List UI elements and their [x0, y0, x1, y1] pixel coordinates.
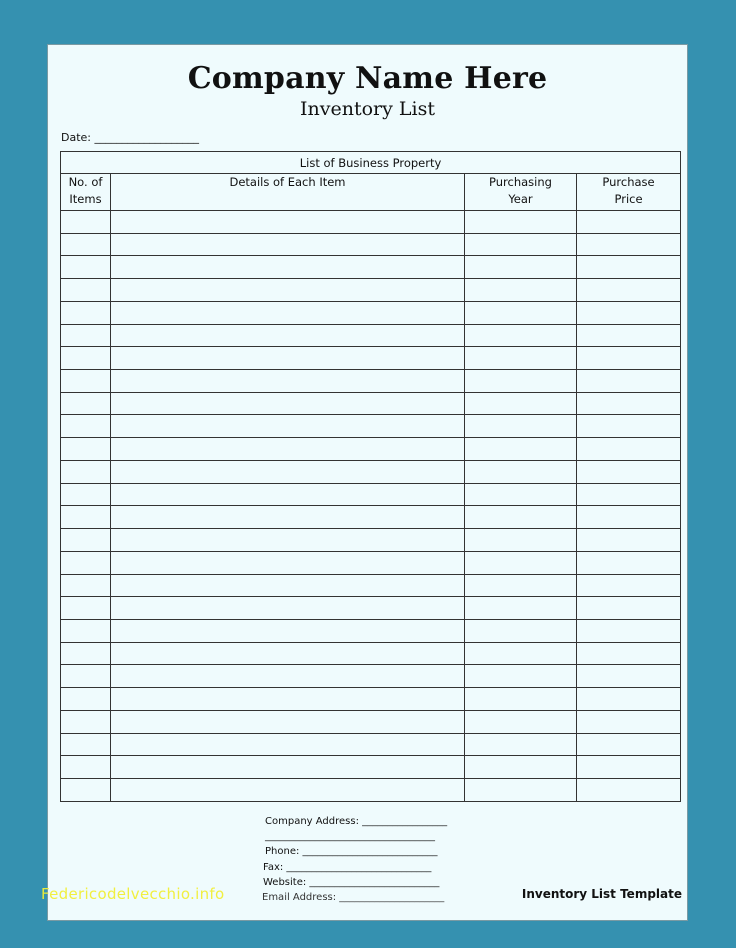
cell-details[interactable]	[111, 483, 465, 506]
cell-no-items[interactable]	[61, 347, 111, 370]
cell-purchase-price[interactable]	[577, 370, 681, 393]
cell-no-items[interactable]	[61, 233, 111, 256]
cell-purchase-price[interactable]	[577, 233, 681, 256]
company-contact-block	[262, 814, 447, 905]
table-row	[61, 642, 681, 665]
cell-purchasing-year[interactable]	[465, 597, 577, 620]
column-header-no-items-line2: Items	[69, 192, 102, 206]
table-row	[61, 778, 681, 801]
cell-no-items[interactable]	[61, 279, 111, 302]
cell-purchasing-year[interactable]	[465, 778, 577, 801]
inventory-table	[60, 151, 681, 802]
cell-purchase-price[interactable]	[577, 460, 681, 483]
cell-purchasing-year[interactable]	[465, 279, 577, 302]
cell-purchase-price[interactable]	[577, 733, 681, 756]
table-row	[61, 324, 681, 347]
cell-purchasing-year[interactable]	[465, 483, 577, 506]
cell-details[interactable]	[111, 733, 465, 756]
table-row	[61, 233, 681, 256]
cell-no-items[interactable]	[61, 415, 111, 438]
table-row	[61, 211, 681, 234]
cell-purchasing-year[interactable]	[465, 665, 577, 688]
cell-details[interactable]	[111, 597, 465, 620]
cell-no-items[interactable]	[61, 211, 111, 234]
table-row	[61, 688, 681, 711]
cell-details[interactable]	[111, 574, 465, 597]
table-row	[61, 370, 681, 393]
cell-no-items[interactable]	[61, 756, 111, 779]
cell-purchasing-year[interactable]	[465, 301, 577, 324]
cell-purchase-price[interactable]	[577, 256, 681, 279]
cell-details[interactable]	[111, 551, 465, 574]
company-address-line: __________________________________	[265, 831, 435, 843]
cell-no-items[interactable]	[61, 619, 111, 642]
column-header-purchase-price-line1: Purchase	[602, 175, 655, 189]
cell-details[interactable]	[111, 506, 465, 529]
column-header-purchasing-year-line1: Purchasing	[489, 175, 552, 189]
cell-purchasing-year[interactable]	[465, 460, 577, 483]
cell-details[interactable]	[111, 211, 465, 234]
table-row	[61, 506, 681, 529]
cell-purchasing-year[interactable]	[465, 438, 577, 461]
table-row	[61, 733, 681, 756]
cell-purchasing-year[interactable]	[465, 324, 577, 347]
email-field: Email Address: _____________________	[262, 892, 445, 904]
cell-details[interactable]	[111, 460, 465, 483]
table-row	[61, 665, 681, 688]
cell-purchase-price[interactable]	[577, 597, 681, 620]
table-row	[61, 415, 681, 438]
column-header-purchase-price-line2: Price	[614, 192, 643, 206]
cell-details[interactable]	[111, 370, 465, 393]
cell-no-items[interactable]	[61, 597, 111, 620]
cell-no-items[interactable]	[61, 710, 111, 733]
column-header-purchase-price	[577, 174, 681, 211]
table-row	[61, 392, 681, 415]
cell-no-items[interactable]	[61, 574, 111, 597]
cell-no-items[interactable]	[61, 529, 111, 552]
table-row	[61, 619, 681, 642]
table-row	[61, 710, 681, 733]
cell-details[interactable]	[111, 756, 465, 779]
cell-purchasing-year[interactable]	[465, 233, 577, 256]
cell-purchase-price[interactable]	[577, 279, 681, 302]
cell-details[interactable]	[111, 347, 465, 370]
cell-details[interactable]	[111, 392, 465, 415]
table-row	[61, 347, 681, 370]
table-row	[61, 483, 681, 506]
cell-details[interactable]	[111, 438, 465, 461]
cell-no-items[interactable]	[61, 483, 111, 506]
cell-purchasing-year[interactable]	[465, 733, 577, 756]
website-field: Website: __________________________	[263, 876, 440, 888]
cell-purchase-price[interactable]	[577, 301, 681, 324]
cell-no-items[interactable]	[61, 438, 111, 461]
phone-field: Phone: ___________________________	[265, 846, 438, 858]
cell-purchase-price[interactable]	[577, 665, 681, 688]
cell-details[interactable]	[111, 710, 465, 733]
column-header-purchasing-year-line2: Year	[508, 192, 533, 206]
table-row	[61, 438, 681, 461]
cell-purchase-price[interactable]	[577, 688, 681, 711]
cell-no-items[interactable]	[61, 324, 111, 347]
inventory-form-page	[47, 44, 688, 921]
table-row	[61, 460, 681, 483]
cell-purchase-price[interactable]	[577, 551, 681, 574]
cell-purchase-price[interactable]	[577, 756, 681, 779]
cell-no-items[interactable]	[61, 506, 111, 529]
cell-purchasing-year[interactable]	[465, 710, 577, 733]
cell-details[interactable]	[111, 279, 465, 302]
date-field: Date: ___________________	[61, 131, 199, 144]
table-row	[61, 301, 681, 324]
cell-purchase-price[interactable]	[577, 619, 681, 642]
cell-purchase-price[interactable]	[577, 415, 681, 438]
cell-purchasing-year[interactable]	[465, 529, 577, 552]
cell-no-items[interactable]	[61, 301, 111, 324]
column-header-details	[111, 174, 465, 211]
cell-details[interactable]	[111, 415, 465, 438]
table-caption: List of Business Property	[61, 152, 681, 174]
cell-no-items[interactable]	[61, 551, 111, 574]
cell-purchasing-year[interactable]	[465, 574, 577, 597]
column-header-purchasing-year	[465, 174, 577, 211]
cell-details[interactable]	[111, 324, 465, 347]
cell-no-items[interactable]	[61, 392, 111, 415]
cell-details[interactable]	[111, 619, 465, 642]
cell-purchasing-year[interactable]	[465, 256, 577, 279]
cell-details[interactable]	[111, 256, 465, 279]
cell-purchase-price[interactable]	[577, 324, 681, 347]
cell-purchasing-year[interactable]	[465, 415, 577, 438]
cell-details[interactable]	[111, 778, 465, 801]
cell-no-items[interactable]	[61, 460, 111, 483]
company-name: Company Name Here	[187, 61, 548, 96]
cell-purchase-price[interactable]	[577, 392, 681, 415]
cell-purchasing-year[interactable]	[465, 370, 577, 393]
table-row	[61, 551, 681, 574]
table-row	[61, 256, 681, 279]
cell-no-items[interactable]	[61, 733, 111, 756]
fax-field: Fax: _____________________________	[263, 861, 432, 873]
cell-purchase-price[interactable]	[577, 211, 681, 234]
cell-purchasing-year[interactable]	[465, 619, 577, 642]
table-row	[61, 279, 681, 302]
cell-no-items[interactable]	[61, 642, 111, 665]
cell-purchasing-year[interactable]	[465, 347, 577, 370]
form-title: Inventory List	[300, 98, 435, 120]
template-label: Inventory List Template	[521, 887, 682, 901]
cell-purchase-price[interactable]	[577, 483, 681, 506]
cell-purchase-price[interactable]	[577, 438, 681, 461]
cell-purchasing-year[interactable]	[465, 211, 577, 234]
column-header-details-line1: Details of Each Item	[229, 175, 346, 189]
cell-purchase-price[interactable]	[577, 529, 681, 552]
cell-no-items[interactable]	[61, 370, 111, 393]
table-row	[61, 756, 681, 779]
cell-details[interactable]	[111, 529, 465, 552]
cell-purchasing-year[interactable]	[465, 642, 577, 665]
cell-purchase-price[interactable]	[577, 778, 681, 801]
cell-purchasing-year[interactable]	[465, 756, 577, 779]
company-address-field: Company Address: _________________	[265, 816, 448, 827]
cell-no-items[interactable]	[61, 688, 111, 711]
cell-purchase-price[interactable]	[577, 574, 681, 597]
cell-details[interactable]	[111, 642, 465, 665]
column-header-no-items	[61, 174, 111, 211]
cell-purchasing-year[interactable]	[465, 551, 577, 574]
cell-details[interactable]	[111, 301, 465, 324]
cell-no-items[interactable]	[61, 778, 111, 801]
column-header-no-items-line1: No. of	[68, 175, 103, 189]
cell-purchase-price[interactable]	[577, 506, 681, 529]
cell-purchasing-year[interactable]	[465, 392, 577, 415]
table-row	[61, 597, 681, 620]
table-row	[61, 529, 681, 552]
cell-details[interactable]	[111, 665, 465, 688]
watermark-text: Federicodelvecchio.info	[41, 885, 225, 903]
cell-purchasing-year[interactable]	[465, 688, 577, 711]
inventory-table-body	[61, 211, 681, 802]
cell-details[interactable]	[111, 233, 465, 256]
cell-no-items[interactable]	[61, 665, 111, 688]
cell-purchase-price[interactable]	[577, 642, 681, 665]
cell-purchase-price[interactable]	[577, 347, 681, 370]
cell-no-items[interactable]	[61, 256, 111, 279]
cell-purchase-price[interactable]	[577, 710, 681, 733]
cell-details[interactable]	[111, 688, 465, 711]
cell-purchasing-year[interactable]	[465, 506, 577, 529]
table-row	[61, 574, 681, 597]
